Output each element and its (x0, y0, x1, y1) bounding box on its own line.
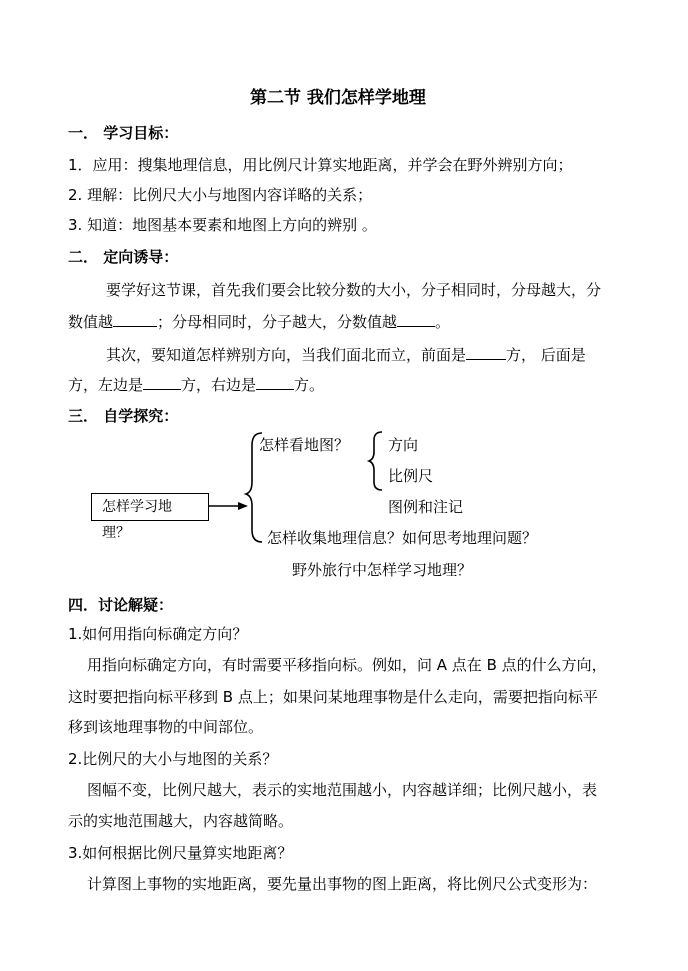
question-2: 2.比例尺的大小与地图的关系？ (68, 750, 278, 768)
text-run: 方，右边是 (181, 376, 257, 394)
text-run: 数值越 (68, 313, 114, 331)
branch-field-trip: 野外旅行中怎样学习地理？ (292, 561, 473, 579)
text-run: 其次，要知道怎样辨别方向，当我们面北而立，前面是 (106, 346, 467, 364)
sub-item-legend: 图例和注记 (388, 498, 464, 516)
answer-1-line: 移到该地理事物的中间部位。 (68, 718, 264, 736)
section-2-heading: 二． 定向诱导： (68, 248, 179, 266)
objective-item: 3. 知道：地图基本要素和地图上方向的辨别 。 (68, 216, 377, 234)
answer-1-line: 用指向标确定方向，有时需要平移指向标。例如，问 A 点在 B 点的什么方向， (87, 656, 607, 674)
question-1: 1.如何用指向标确定方向？ (68, 625, 248, 643)
root-node: 怎样学习地理？ (91, 493, 209, 521)
guide-paragraph-1-line-1: 要学好这节课，首先我们要会比较分数的大小，分子相同时，分母越大，分 (106, 281, 602, 299)
section-1-heading: 一． 学习目标： (68, 124, 179, 142)
answer-3-line: 计算图上事物的实地距离，要先量出事物的图上距离，将比例尺公式变形为： (87, 875, 598, 893)
text-run: 方， 后面是 (506, 346, 586, 364)
branch-collect-info: 怎样收集地理信息？如何思考地理问题？ (267, 529, 538, 547)
text-run: 方，左边是 (68, 376, 144, 394)
section-3-heading: 三． 自学探究： (68, 407, 179, 425)
page-title: 第二节 我们怎样学地理 (250, 88, 426, 108)
sub-item-scale: 比例尺 (388, 467, 434, 485)
answer-2-line: 图幅不变，比例尺越大，表示的实地范围越小，内容越详细；比例尺越小，表 (87, 781, 598, 799)
section-4-heading: 四．讨论解疑： (68, 596, 174, 614)
answer-2-line: 示的实地范围越大，内容越简略。 (68, 812, 294, 830)
sub-item-direction: 方向 (388, 436, 419, 454)
text-run: 方。 (294, 376, 325, 394)
small-brace (369, 432, 382, 490)
text-run: ；分母相同时，分子越大，分数值越 (157, 313, 398, 331)
objective-item: 2. 理解：比例尺大小与地图内容详略的关系； (68, 186, 373, 204)
answer-1-line: 这时要把指向标平移到 B 点上；如果问某地理事物是什么走向，需要把指向标平 (68, 688, 598, 706)
objective-item: 1．应用：搜集地理信息，用比例尺计算实地距离，并学会在野外辨别方向； (68, 156, 573, 174)
question-3: 3.如何根据比例尺量算实地距离？ (68, 844, 293, 862)
text-run: 。 (435, 313, 451, 331)
arrow-head (238, 502, 248, 510)
branch-how-to-read-map: 怎样看地图？ (259, 436, 350, 454)
